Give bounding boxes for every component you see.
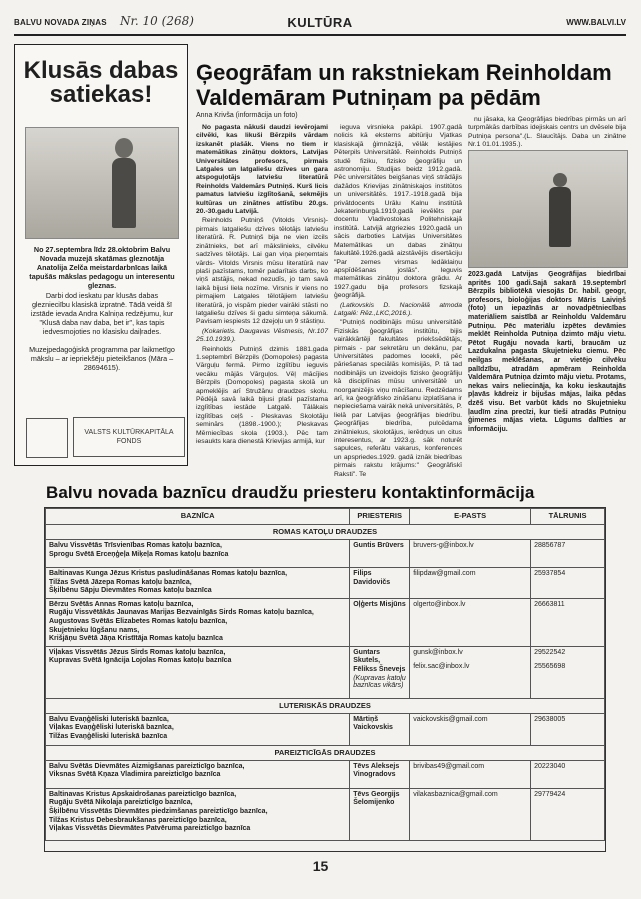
section-name: KULTŪRA (287, 15, 353, 30)
phone-cell: 29522542 25565698 (531, 646, 605, 698)
contacts-table (45, 508, 605, 841)
exhibition-description: Darbi dod ieskatu par klusās dabas gleznieciību klasiskā izpratnē. Tādā veidā šī izstāde ievada Andra Kalniņa redzējumu, kur "Klusā daba nav daba, bet ir", kas tapis iedvesmojoties no klasisku daiļrades. (30, 291, 174, 336)
denomination-heading: ROMAS KATOĻU DRAUDZES (46, 525, 605, 540)
article-paragraph: ieguva virsnieka pakāpi. 1907.gadā nolicis kā eksterns abitūriju Vjatkas klasiskajā ģimnāzijā, vēlāk iestājies Pēterpils Universitātē. Reinholds Putniņš studē fiziku, fizisko ģeogrāfiju un astronomiju. Studijas beidz 1912.gadā. Pēc universitātes beigšanas viņš strādājis dažādos Krievijas zinātniskajos institūtos un universitātēs. 1917.-1918.gadā bija privātdocents Urālu Kalnu institūtā Jekaterinburgā.1919.gadā ievēlēts par docentu Vladivostokas Politehniskajā institūtā. Latvijā atgriezies 1920.gadā un sācis darboties Latvijas Universitātes Matemātikas un dabas zinātņu fakultātē.1926.gadā aizstāvējis disertāciju "Par zemes virsmas ledāklaiņu apspīdēšanas joslās". Ieguvis matemātikas zinātņu doktora grādu. Ar 1927.gadu bija profesors fizskajā ģeogrāfijā. (334, 124, 462, 300)
table-row (46, 760, 605, 788)
vkkf-emblem-icon (26, 418, 68, 458)
photo-caption: 2023.gadā Latvijas Ģeogrāfijas biedrībai apritēs 100 gadi.Sajā sakarā 19.septembrī Bērzpils bibliotēkā viesojās Dr. habil. geogr, profesors, bioloģijas doktors Māris Laiviņš (foto) un iepazīnās ar novadpētniecības materiāliem saistībā ar Reinholdu Valdemāru Putniņu. Pēc materiālu izpētes devāmies meklēt Reinholda Putniņa dzimto māju vietu. Pētot Rugāju novada karti, braucām uz Lazdukalna pagasta Skujetnieku ciemu. Pēc neilgas meklēšanas, ar vietējo cilvēku palīdzību, atradām apmēram Reinholda Valdemāra Putniņa dzimto māju vietu. Protams, nekas vairs neliecināja, ka koku ieskautajās pļavās kādreiz ir bijušas mājas, laika pēdas dzēš visu. Bet varbūt kāds no Skujetnieku ļaudīm zina precīzi, kur tieši atradās Putniņu ģimenes mājas vieta. Lūgums dalīties ar informāciju. (468, 271, 626, 433)
priest-name: Guntis Brūvers (353, 542, 404, 549)
priest-cell (350, 540, 410, 568)
table-section-row (46, 745, 605, 760)
church-cell: Baltinavas Kunga Jēzus Kristus pasludināšanas Romas katoļu baznīca, Tilžas Svētā Jāzepa Romas katoļu baznīca, Šķilbēnu Sāpju Dievmātes Romas katoļu baznīca (46, 568, 350, 599)
phone-cell: 20223040 (531, 760, 605, 788)
email-cell[interactable]: gunsk@inbox.lv felix.sac@inbox.lv (410, 646, 531, 698)
article-paragraph: Reinholds Putniņš dzimis 1881.gada 1.septembrī Bērzpils (Domopoles) pagasta Vārguļu fermā. Pirmo izglītību ieguvis vecāku mājās Vārguļos. Vēļ mācījies Bērzpils (Domopoles) pagasta skolā un apmeklējis arī Stružānu draudzes skolu. Pēdējā savā laikā bijusi plaši pazīstama izglītības iestāde Latgalē. Tālākais izglītības ceļš - Pleskavas Skolotāju seminārs (1898.-1900.); Pleskavas Mērniecības skola (1903.). Pēc tam iesaukts kara dienestā Krievijas armijā, kur (196, 345, 328, 446)
church-cell: Balvu Evaņģēliski luteriskā baznīca, Viļakas Evaņģēliski luteriskā baznīca, Tilžas Evaņģēliski luteriskā baznīca (46, 713, 350, 745)
priest-cell (350, 568, 410, 599)
handwritten-issue-number: Nr. 10 (268) (120, 14, 194, 28)
contacts-title: Balvu novada baznīcu draudžu priesteru kontaktinformācija (46, 483, 535, 502)
church-cell: Balvu Vissvētās Trīsvienības Romas katoļu baznīca, Sprogu Svētā Erceņģeļa Miķeļa Romas katoļu baznīca (46, 540, 350, 568)
article-lead: No pagasta nākuši daudzi ievērojami cilvēki, kas likuši Bērzpils vārdam izskanēt plašāk. Viens no tiem ir matemātikas zinātņu doktors, Latvijas Universitātes profesors, pirmais Latgales un latgaliešu dzīves un gara atspoguļotājs latviešu literatūrā Reinholds Valdemārs Putniņš. Kurš licis pamatus latviešu izglītošanā, sekmējis kultūras un zinātnes attīstību 20.gs. 20.-30.gadu Latvijā. (196, 124, 328, 216)
article-paragraph: "Putniņš nodibinājis mūsu universitātē Fiziskās ģeogrāfijas institūtu, bijis vairākkārtēji fakultātes priekšsēdētājs, pirmais - par sekretāru un dekānu, par Universitātes padomes locekli, pēc pāriešanas speciālās komisijās, P. tā tad nodibinājis un izveidojis fizisko ģeogrāfiju kā disciplīnas mūsu universitātē un noorganizējis viņu mācīšanu. Redzēdams arī, ka ģeogrāfisko zināšanu izplatīšana ir nepieciešama vairāk nekā universitātēs, P. lielā par Latvijas ģeogrāfijas biedrību. Ģeogrāfijas biedrība, pulcēdama zinātniekus, skolotājus, ierēdņus un citus interesentus, ar 1923.g. sāk noturēt sapulces, referātu vakarus, konferences un apspriedes.1929. gadā iznāk biedrības pirmais rakstu krājums:" Ģeogrāfiskī Raksti". Te (334, 319, 462, 478)
table-row (46, 788, 605, 840)
phone-cell: 29638005 (531, 713, 605, 745)
priest-name: Tēvs Georgijs Šelomijenko (353, 790, 400, 807)
column-header: PRIESTERIS (350, 509, 410, 525)
article-citation: (Latkovskis D. Nacionālā atmoda Latgalē: Rēz.,LKC,2016.). (334, 301, 462, 317)
vkkf-logo: VALSTS KULTŪRKAPITĀLA FONDS (73, 417, 185, 457)
table-row (46, 568, 605, 599)
email-cell[interactable]: bruvers-g@inbox.lv (410, 540, 531, 568)
church-cell: Balvu Svētās Dievmātes Aizmigšanas pareizticīgo baznīca, Viksnas Svētā Kņaza Vladimira pareizticīgo baznīca (46, 760, 350, 788)
exhibition-title: Klusās dabas satiekas! (23, 57, 179, 108)
email-cell[interactable]: brivibas49@gmail.com (410, 760, 531, 788)
column-header: BAZNĪCA (46, 509, 350, 525)
article-paragraph: nu jāsaka, ka Ģeogrāfijas biedrības pirmās un arī turpmākās darbības idejiskais centrs un dvēsele bija Putniņa persona".(L. Slaucītājs. Daba un zinātne Nr.1 01.01.1935.). (468, 116, 626, 149)
exhibition-intro: No 27.septembra līdz 28.oktobrim Balvu Novada muzejā skatāmas gleznotāja Anatolija Zelča meistardarbnīcas laikā tapušās mākslas pedagogu un interesentu gleznas. (29, 245, 175, 290)
table-row (46, 713, 605, 745)
article-citation: (Kokarietis. Daugavas Vēstnesis, Nr.107 25.10.1939.). (196, 327, 328, 344)
church-cell: Baltinavas Kristus Apskaidrošanas pareizticīgo baznīca, Rugāju Svētā Nikolaja pareizticīgo baznīca, Šķilbēnu Vissvētās Dievmātes piedzimšanas pareizticīgo baznīca, Tilžas Kristus Debesbraukšanas pareizticīgo baznīca, Viļakas Vissvētās Dievmātes Patvēruma pareizticīgo baznīca (46, 788, 350, 840)
phone-cell: 29779424 (531, 788, 605, 840)
priest-name: Tēvs Aleksejs Vinogradovs (353, 762, 400, 779)
priest-cell (350, 598, 410, 646)
newspaper-name: BALVU NOVADA ZIŅAS (14, 18, 107, 27)
table-header-row (46, 509, 605, 525)
article-byline: Anna Krivša (informācija un foto) (196, 112, 298, 119)
website-url: WWW.BALVI.LV (566, 18, 626, 27)
exhibition-photo (25, 127, 179, 239)
priest-name: Guntars Skutels, Fēlikss Šnevejs (353, 648, 406, 673)
denomination-heading: LUTERISKĀS DRAUDZES (46, 698, 605, 713)
denomination-heading: PAREIZTICĪGĀS DRAUDZES (46, 745, 605, 760)
priest-cell (350, 788, 410, 840)
email-cell[interactable]: olgerto@inbox.lv (410, 598, 531, 646)
article-title: Ģeogrāfam un rakstniekam Reinholdam Valdemāram Putniņam pa pēdām (196, 60, 612, 110)
table-row (46, 598, 605, 646)
priest-cell (350, 646, 410, 698)
phone-cell: 28856787 (531, 540, 605, 568)
table-section-row (46, 698, 605, 713)
priest-name: Filips Davidovičs (353, 570, 391, 586)
priest-cell (350, 760, 410, 788)
priest-cell (350, 713, 410, 745)
email-cell[interactable]: filipdaw@gmail.com (410, 568, 531, 599)
priest-name: Oļģerts Misjūns (353, 600, 406, 608)
exhibition-program: Muzejpedagoģiskā programma par laikmetīgo mākslu – ar iepriekšēju pieteikšanos (Māra – 28694615). (29, 345, 175, 372)
article-paragraph: Reinholds Putniņš (Vitolds Virsnis)-pirmais latgaliešu dzīves tēlotājs latviešu literatūrā. R. Putniņš bija ne vien izcils zinātnieks, bet arī mākslinieks, cilvēku sadzīves tēlotājs. Lai gan viņa pieņemtais vārds- Vitolds Virsnis mūsu literatūrā nav plaši pazīstams, tomēr padarītais darbs, ko viņš atstājis, nekad nezudīs, jo tam savā laikā bijusi liela nozīme. Virsnis ir viens no pirmajiem Latgales tēlotājiem latviešu literatūrā, jo vispām pieder vairāki stāsti no latgaliešu dzīves ši gadu simteņa sākumā. Pavisam iespiests 12 dzejoļu un 9 stāstiņu. (196, 217, 328, 326)
email-cell[interactable]: vaickovskis@gmail.com (410, 713, 531, 745)
priest-note: (Kupravas katoļu baznīcas vikārs) (353, 674, 406, 689)
phone-cell: 26663811 (531, 598, 605, 646)
table-section-row (46, 525, 605, 540)
article-photo (468, 150, 628, 268)
contacts-table-wrapper (44, 507, 606, 852)
church-cell: Viļakas Vissvētās Jēzus Sirds Romas katoļu baznīca, Kupravas Svētā Ignācija Lojolas Romas katoļu baznīca (46, 646, 350, 698)
email-cell[interactable]: vilakasbaznica@gmail.com (410, 788, 531, 840)
priest-name: Mārtiņš Vaickovskis (353, 715, 393, 732)
table-row (46, 646, 605, 698)
page-number: 15 (312, 858, 329, 874)
column-header: E-PASTS (410, 509, 531, 525)
article-column-3 (468, 116, 626, 151)
article-column-2 (334, 124, 462, 480)
article-column-1 (196, 124, 328, 447)
phone-cell: 25937854 (531, 568, 605, 599)
exhibition-box (14, 44, 188, 466)
column-header: TĀLRUNIS (531, 509, 605, 525)
church-cell: Bērzu Svētās Annas Romas katoļu baznīca, Rugāju Vissvētākās Jaunavas Marijas Bezvainīgās Sirds Romas katoļu baznīca, Augustovas Svētās Elizabetes Romas katoļu baznīca, Skujetnieku lūgšanu nams, Krišjāņu Svētā Jāņa Kristītāja Romas katoļu baznīca (46, 598, 350, 646)
table-row (46, 540, 605, 568)
page-header (14, 14, 626, 36)
